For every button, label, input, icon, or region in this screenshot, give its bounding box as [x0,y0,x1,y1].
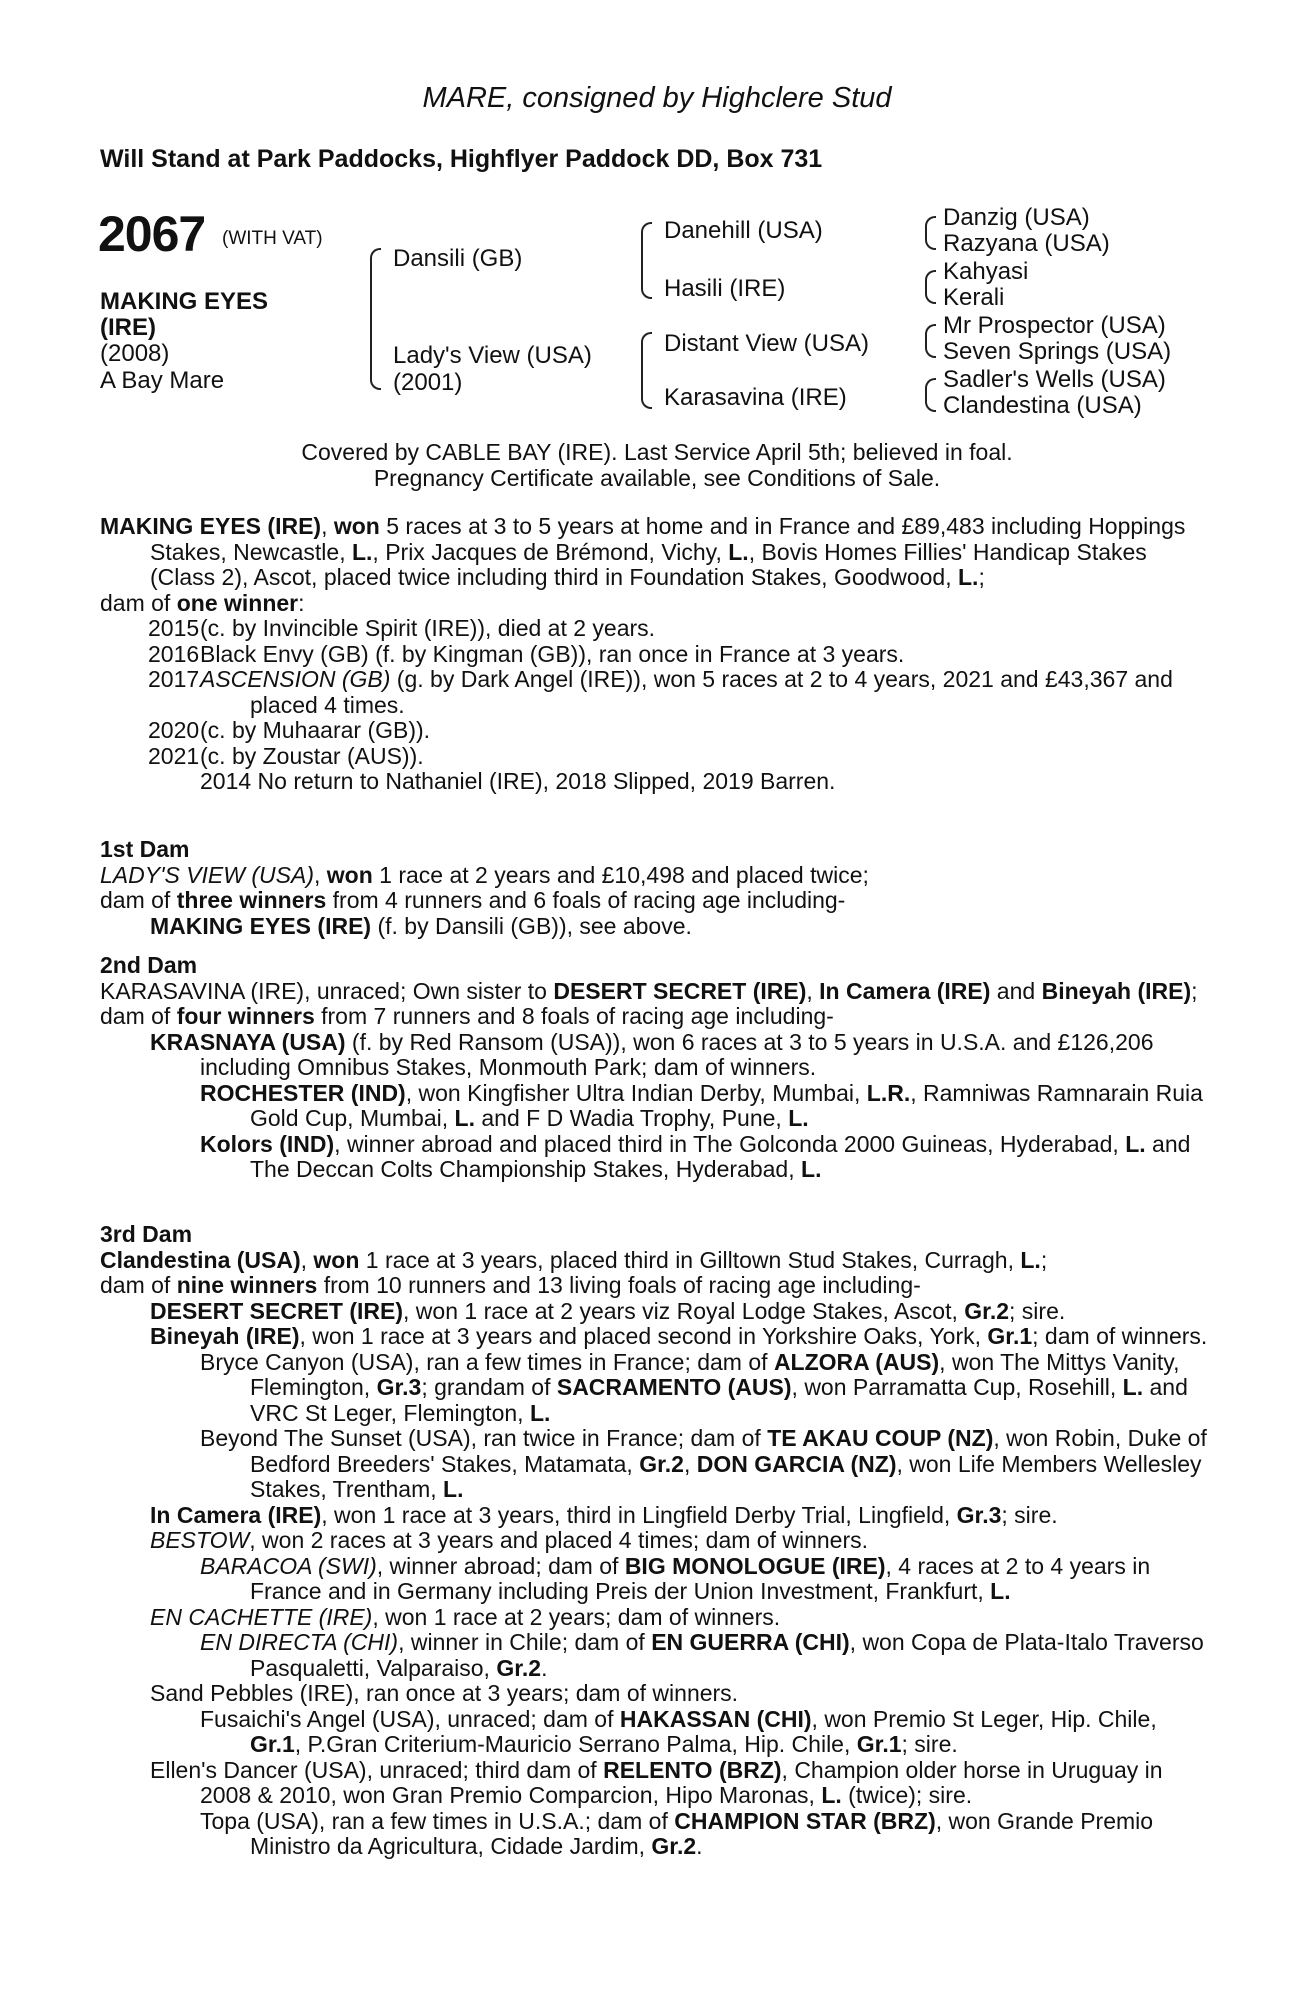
page-title: MARE, consigned by Highclere Stud [422,82,892,114]
pedigree-dam-dam: Karasavina (IRE) [664,384,847,411]
pedigree-brace [925,232,936,250]
lot-number: 2067 [98,206,206,262]
pedigree-brace [925,286,936,304]
produce-row: 2016 Black Envy (GB) (f. by Kingman (GB)), ran once in France at 3 years. [148,640,905,667]
pregnancy-note: Pregnancy Certificate available, see Conditions of Sale. [373,465,941,491]
pedigree-ddd: Clandestina (USA) [943,392,1142,419]
horse-year: (2008) [100,340,170,367]
pedigree-sire: Dansili (GB) [393,245,523,272]
mare-record: MAKING EYES (IRE), won 5 races at 3 to 5 years at home and in France and £89,483 including Hoppings Stakes, Newcastle, L., Prix Jacques de Brémond, Vichy, L., Bovis Homes Fillies' Handicap Stakes (Class 2), Ascot, placed twice including third in Foundation Stakes, Goodwood, L.; dam of one winner: 2015 (c. by Invincible Spirit (IRE)), died at 2 years. 2016 Black Envy (GB) (f. by Kingman (GB)), ran once in France at 3 years. 2017 ASCENSION (GB) (g. by Dark Angel (IRE)), won 5 races at 2 to 4 years, 2021 and £43,367 and placed 4 times. 2020 (c. by Muhaarar (GB)). 2021 (c. by Zoustar (AUS)). 2014 No return to Nathaniel (IRE), 2018 Slipped, 2019 Barren. [100,514,1208,795]
horse-name: MAKING EYES [100,288,269,315]
pedigree-brace [925,394,936,412]
pedigree-brace [370,248,381,320]
pedigree-dds: Sadler's Wells (USA) [943,366,1166,393]
pedigree-brace [641,332,652,364]
pedigree-brace [370,318,381,390]
pedigree-brace [641,222,652,249]
pedigree-sire-dam: Hasili (IRE) [664,275,786,302]
produce-row: 2015 (c. by Invincible Spirit (IRE)), died at 2 years. [148,615,656,641]
third-dam-section: 3rd Dam Clandestina (USA), won 1 race at 3 years, placed third in Gilltown Stud Stakes, Curragh, L.; dam of nine winners from 10 runners and 13 living foals of racing age including- DESERT SECRET (IRE), won 1 race at 2 years viz Royal Lodge Stakes, Ascot, Gr.2; sire. Bineyah (IRE), won 1 race at 3 years and placed second in Yorkshire Oaks, York, Gr.1; dam of winners. Bryce Canyon (USA), ran a few times in France; dam of ALZORA (AUS), won The Mittys Vanity, Flemington, Gr.3; grandam of SACRAMENTO (AUS), won Parramatta Cup, Rosehill, L. and VRC St Leger, Flemington, L. Beyond The Sunset (USA), ran twice in France; dam of TE AKAU COUP (NZ), won Robin, Duke of Bedford Breeders' Stakes, Matamata, Gr.2, DON GARCIA (NZ), won Life Members Wellesley Stakes, Trentham, L. In Camera (IRE), won 1 race at 3 years, third in Lingfield Derby Trial, Lingfield, Gr.3; sire. BESTOW, won 2 races at 3 years and placed 4 times; dam of winners. BARACOA (SWI), winner abroad; dam of BIG MONOLOGUE (IRE), 4 races at 2 to 4 years in France and in Germany including Preis der Union Investment, Frankfurt, L. EN CACHETTE (IRE), won 1 race at 2 years; dam of winners. EN DIRECTA (CHI), winner in Chile; dam of EN GUERRA (CHI), won Copa de Plata-Italo Traverso Pasqualetti, Valparaiso, Gr.2. Sand Pebbles (IRE), ran once at 3 years; dam of winners. Fusaichi's Angel (USA), unraced; dam of HAKASSAN (CHI), won Premio St Leger, Hip. Chile, Gr.1, P.Gran Criterium-Mauricio Serrano Palma, Hip. Chile, Gr.1; sire. Ellen's Dancer (USA), unraced; third dam of RELENTO (BRZ), Champion older horse in Uruguay in 2008 & 2010, won Gran Premio Comparcion, Hipo Maronas, L. (twice); sire. Topa (USA), ran a few times in U.S.A.; dam of CHAMPION STAR (BRZ), won Grande Premio Ministro da Agricultura, Cidade Jardim, Gr.2. [100,1221,1208,1859]
produce-row: 2020 (c. by Muhaarar (GB)). [148,717,431,743]
pedigree-dam: Lady's View (USA) [393,342,592,369]
second-dam-section: 2nd Dam KARASAVINA (IRE), unraced; Own sister to DESERT SECRET (IRE), In Camera (IRE) and Bineyah (IRE); dam of four winners from 7 runners and 8 foals of racing age including- KRASNAYA (USA) (f. by Red Ransom (USA)), won 6 races at 3 to 5 years in U.S.A. and £126,206 including Omnibus Stakes, Monmouth Park; dam of winners. ROCHESTER (IND), won Kingfisher Ultra Indian Derby, Mumbai, L.R., Ramniwas Ramnarain Ruia Gold Cup, Mumbai, L. and F D Wadia Trophy, Pune, L. Kolors (IND), winner abroad and placed third in The Golconda 2000 Guineas, Hyderabad, L. and The Deccan Colts Championship Stakes, Hyderabad, L. [100,952,1203,1182]
pedigree-dss: Mr Prospector (USA) [943,312,1166,339]
pedigree-brace [641,362,652,409]
pedigree-brace [925,340,936,358]
pedigree-dam-sire: Distant View (USA) [664,330,869,357]
produce-row: 2014 No return to Nathaniel (IRE), 2018 Slipped, 2019 Barren. [200,768,836,794]
pedigree-sdd: Kerali [943,284,1005,311]
pedigree-sss: Danzig (USA) [943,204,1090,231]
stand-location: Will Stand at Park Paddocks, Highflyer Paddock DD, Box 731 [100,145,823,173]
vat-note: (WITH VAT) [222,228,323,249]
covered-note: Covered by CABLE BAY (IRE). Last Service April 5th; believed in foal. [301,439,1013,465]
horse-description: A Bay Mare [100,367,225,394]
pedigree-brace [641,247,652,299]
pedigree-dsd: Seven Springs (USA) [943,338,1172,365]
horse-country: (IRE) [100,314,156,341]
produce-row: 2021 (c. by Zoustar (AUS)). [148,742,424,769]
pedigree-sds: Kahyasi [943,258,1029,285]
first-dam-section: 1st Dam LADY'S VIEW (USA), won 1 race at 2 years and £10,498 and placed twice; dam of three winners from 4 runners and 6 foals of racing age including- MAKING EYES (IRE) (f. by Dansili (GB)), see above. [100,836,869,939]
pedigree-dam-year: (2001) [393,369,463,396]
pedigree-sire-sire: Danehill (USA) [664,217,823,244]
pedigree-ssd: Razyana (USA) [943,230,1110,257]
produce-row: 2017 ASCENSION (GB) (g. by Dark Angel (IRE)), won 5 races at 2 to 4 years, 2021 and £43,367 and placed 4 times. [148,666,1173,718]
